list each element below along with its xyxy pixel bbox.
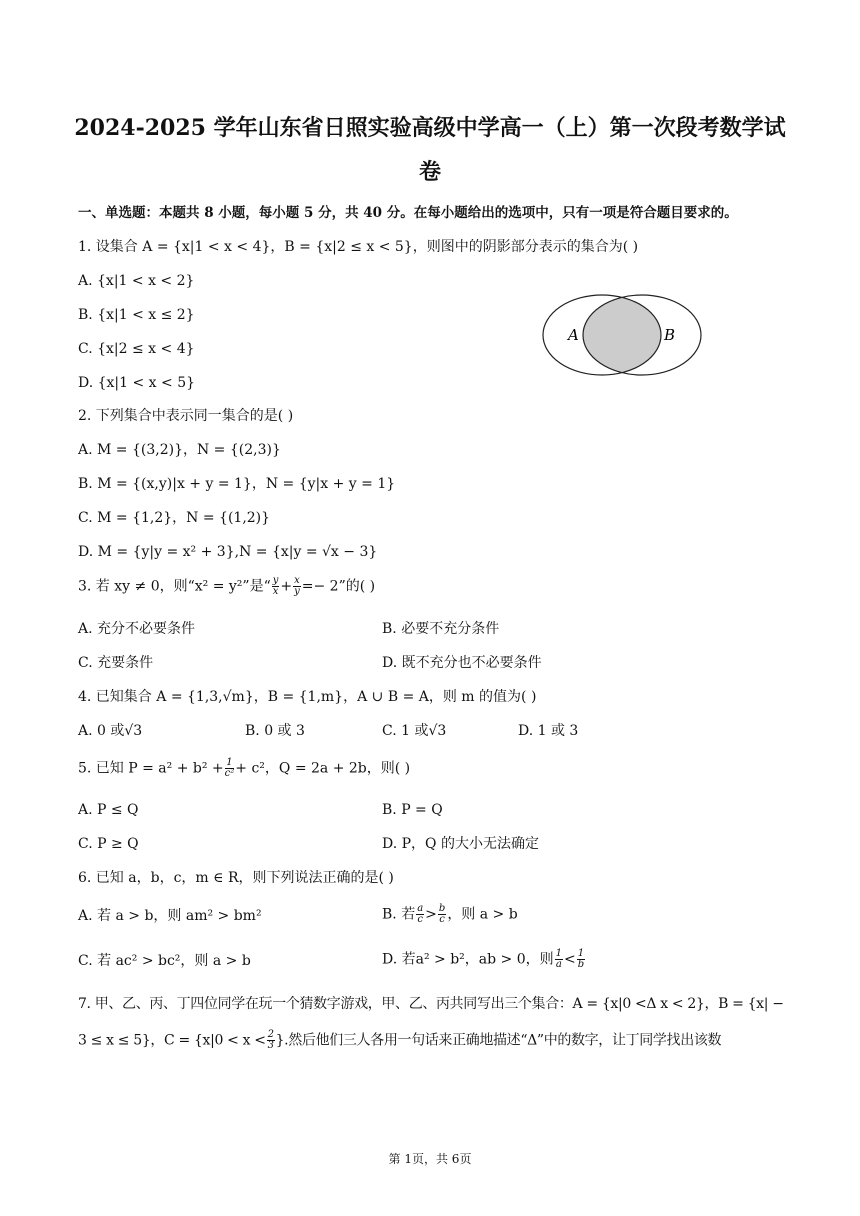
q5-stem-post: + c²，Q = 2a + 2b，则( ) xyxy=(235,760,411,777)
frac-denominator: 3 xyxy=(267,1040,274,1051)
q6-option-d xyxy=(382,949,586,970)
frac-denominator: c xyxy=(417,914,423,925)
q4-option-a: A. 0 或√3 xyxy=(78,723,143,739)
q3-fraction-y-over-x xyxy=(272,576,280,597)
q6-option-b xyxy=(382,904,518,925)
frac-numerator: 2 xyxy=(267,1029,274,1040)
q6-d-fraction-1-over-b xyxy=(577,949,585,970)
q3-stem-post: =− 2”的( ) xyxy=(301,578,376,595)
q6-b-pre: B. 若 xyxy=(382,906,416,923)
frac-denominator: b xyxy=(577,959,585,970)
q5-fraction-1-over-c2 xyxy=(225,758,235,779)
frac-numerator: 1 xyxy=(555,948,563,959)
q4-option-b: B. 0 或 3 xyxy=(245,723,305,739)
q4-option-d: D. 1 或 3 xyxy=(518,723,579,739)
q7-fraction-2-over-3 xyxy=(267,1030,275,1051)
frac-denominator: x xyxy=(272,586,279,597)
q6-d-fraction-1-over-a xyxy=(555,949,563,970)
frac-numerator: y xyxy=(272,575,279,586)
q3-stem-pre: 3. 若 xy ≠ 0，则“x² = y²”是“ xyxy=(78,578,271,595)
q2-option-a: A. M = {(3,2)}，N = {(2,3)} xyxy=(78,442,281,458)
q5-stem xyxy=(78,758,410,779)
q2-stem: 2. 下列集合中表示同一集合的是( ) xyxy=(78,408,294,424)
q7-line2-pre: 3 ≤ x ≤ 5}，C = {x|0 < x < xyxy=(78,1032,266,1049)
frac-numerator: 1 xyxy=(226,757,233,768)
q3-option-d: D. 既不充分也不必要条件 xyxy=(382,655,542,671)
frac-denominator: y xyxy=(294,586,300,597)
q4-stem: 4. 已知集合 A = {1,3,√m}，B = {1,m}，A ∪ B = A，则 m 的值为( ) xyxy=(78,689,537,705)
q3-fraction-x-over-y xyxy=(293,576,301,597)
q1-option-a: A. {x|1 < x < 2} xyxy=(78,273,195,289)
q3-option-a: A. 充分不必要条件 xyxy=(78,621,196,637)
frac-denominator: a xyxy=(555,959,562,970)
page-footer: 第 1页，共 6页 xyxy=(388,1152,472,1166)
q6-b-post: ，则 a > b xyxy=(447,906,518,923)
frac-numerator: x xyxy=(294,575,300,586)
q3-option-b: B. 必要不充分条件 xyxy=(382,621,500,637)
q5-option-c: C. P ≥ Q xyxy=(78,836,139,852)
q2-option-c: C. M = {1,2}，N = {(1,2)} xyxy=(78,510,271,526)
q2-option-b: B. M = {(x,y)|x + y = 1}，N = {y|x + y = 1} xyxy=(78,476,396,492)
frac-denominator: c² xyxy=(224,768,235,779)
q3-plus: + xyxy=(280,578,293,595)
q6-d-lt: < xyxy=(564,951,576,968)
q5-option-a: A. P ≤ Q xyxy=(78,802,139,818)
venn-label-b: B xyxy=(664,326,676,344)
q6-b-gt: > xyxy=(425,906,437,923)
venn-diagram xyxy=(540,292,710,382)
q7-line2 xyxy=(78,1030,721,1051)
q6-b-fraction-b-over-c xyxy=(438,904,446,925)
frac-numerator: b xyxy=(438,903,446,914)
q6-d-pre: D. 若a² > b²，ab > 0，则 xyxy=(382,951,554,968)
q2-option-d: D. M = {y|y = x² + 3},N = {x|y = √x − 3} xyxy=(78,544,378,560)
q6-option-a: A. 若 a > b，则 am² > bm² xyxy=(78,908,262,924)
q7-line1: 7. 甲、乙、丙、丁四位同学在玩一个猜数字游戏，甲、乙、丙共同写出三个集合：A = {x|0 <Δ x < 2}，B = {x| − xyxy=(78,996,784,1012)
q3-option-c: C. 充要条件 xyxy=(78,655,154,671)
q3-stem xyxy=(78,576,375,597)
q4-option-c: C. 1 或√3 xyxy=(382,723,447,739)
venn-label-a: A xyxy=(568,326,579,344)
q1-stem: 1. 设集合 A = {x|1 < x < 4}，B = {x|2 ≤ x < 5}，则图中的阴影部分表示的集合为( ) xyxy=(78,239,639,255)
section-heading: 一、单选题：本题共 8 小题，每小题 5 分，共 40 分。在每小题给出的选项中，只有一项是符合题目要求的。 xyxy=(78,205,738,221)
exam-title-line1: 2024-2025 学年山东省日照实验高级中学高一（上）第一次段考数学试 xyxy=(74,115,786,141)
q6-stem: 6. 已知 a，b，c，m ∈ R，则下列说法正确的是( ) xyxy=(78,870,394,886)
q1-option-d: D. {x|1 < x < 5} xyxy=(78,375,196,391)
frac-denominator: c xyxy=(439,914,445,925)
frac-numerator: 1 xyxy=(577,948,585,959)
q1-option-b: B. {x|1 < x ≤ 2} xyxy=(78,307,195,323)
q5-stem-pre: 5. 已知 P = a² + b² + xyxy=(78,760,224,777)
frac-numerator: a xyxy=(417,903,424,914)
q6-option-c: C. 若 ac² > bc²，则 a > b xyxy=(78,953,251,969)
q7-line2-post: }.然后他们三人各用一句话来正确地描述“Δ”中的数字，让丁同学找出该数 xyxy=(275,1032,722,1049)
q5-option-d: D. P，Q 的大小无法确定 xyxy=(382,836,539,852)
q6-b-fraction-a-over-c xyxy=(416,904,424,925)
q5-option-b: B. P = Q xyxy=(382,802,443,818)
q1-option-c: C. {x|2 ≤ x < 4} xyxy=(78,341,195,357)
exam-title-line2: 卷 xyxy=(418,159,441,185)
